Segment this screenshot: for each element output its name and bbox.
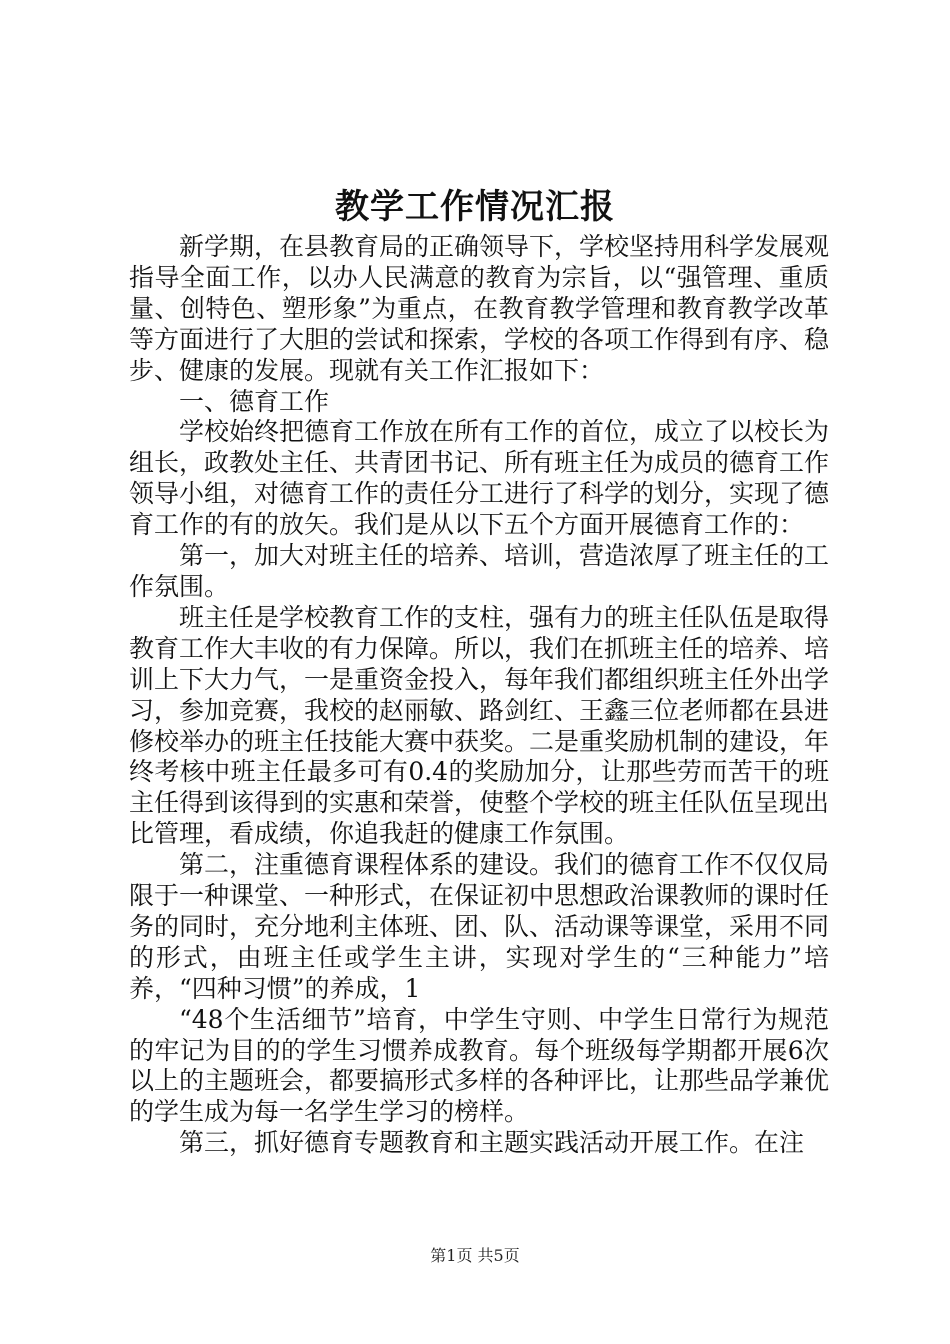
paragraph-intro: 新学期，在县教育局的正确领导下，学校坚持用科学发展观指导全面工作，以办人民满意的教育为宗旨，以“强管理、重质量、创特色、塑形象”为重点，在教育教学管理和教育教学改革等方面进行了大胆的尝试和探索，学校的各项工作得到有序、稳步、健康的发展。现就有关工作汇报如下： (129, 232, 830, 385)
paragraph-moral-overview: 学校始终把德育工作放在所有工作的首位，成立了以校长为组长，政教处主任、共青团书记、所有班主任为成员的德育工作领导小组，对德育工作的责任分工进行了科学的划分，实现了德育工作的有的放矢。我们是从以下五个方面开展德育工作的： (129, 417, 830, 540)
paragraph-habits: “48个生活细节”培育，中学生守则、中学生日常行为规范的牢记为目的的学生习惯养成教育。每个班级每学期都开展6次以上的主题班会，都要搞形式多样的各种评比，让那些品学兼优的学生成为每一名学生学习的榜样。 (129, 1004, 830, 1127)
document-title: 教学工作情况汇报 (335, 187, 615, 227)
document-body (129, 232, 829, 1159)
paragraph-point-one: 第一，加大对班主任的培养、培训，营造浓厚了班主任的工作氛围。 (129, 541, 830, 601)
page-number-footer: 第1页 共5页 (430, 1246, 520, 1265)
paragraph-point-three: 第三，抓好德育专题教育和主题实践活动开展工作。在注 (179, 1128, 805, 1158)
paragraph-class-teacher: 班主任是学校教育工作的支柱，强有力的班主任队伍是取得教育工作大丰收的有力保障。所以，我们在抓班主任的培养、培训上下大力气，一是重资金投入，每年我们都组织班主任外出学习，参加竞赛，我校的赵丽敏、路剑红、王鑫三位老师都在县进修校举办的班主任技能大赛中获奖。二是重奖励机制的建设，年终考核中班主任最多可有0.4的奖励加分，让那些劳而苦干的班主任得到该得到的实惠和荣誉，使整个学校的班主任队伍呈现出比管理，看成绩，你追我赶的健康工作氛围。 (129, 602, 830, 849)
paragraph-point-two: 第二，注重德育课程体系的建设。我们的德育工作不仅仅局限于一种课堂、一种形式，在保证初中思想政治课教师的课时任务的同时，充分地利主体班、团、队、活动课等课堂，采用不同的形式，由班主任或学生主讲，实现对学生的“三种能力”培养，“四种习惯”的养成，1 (129, 850, 830, 1003)
section-heading-moral-education: 一、德育工作 (179, 386, 330, 416)
